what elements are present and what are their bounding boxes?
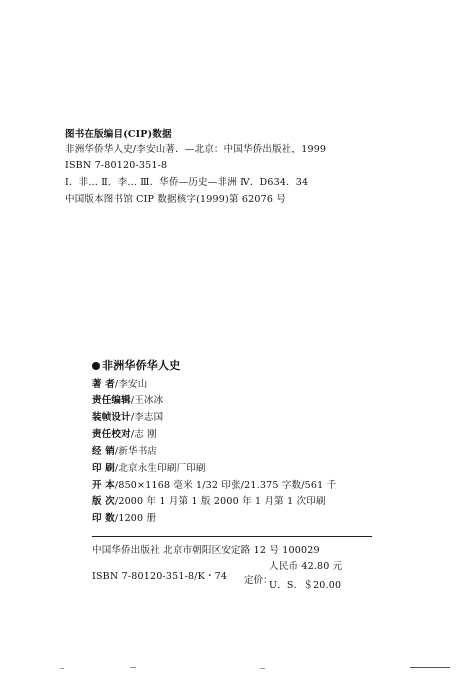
colophon-label: 开 本 xyxy=(92,480,115,491)
colophon-row xyxy=(92,395,163,407)
colophon-row xyxy=(92,496,326,508)
price-rmb: 人民币 42.80 元 xyxy=(269,561,343,572)
colophon-value: /李安山 xyxy=(114,379,148,390)
colophon-label: 版 次 xyxy=(92,496,115,507)
scan-speck xyxy=(260,668,265,669)
colophon-row xyxy=(92,513,156,525)
cip-heading: 图书在版编目(CIP)数据 xyxy=(65,129,172,140)
colophon-row xyxy=(92,429,157,441)
publisher-isbn: ISBN 7-80120-351-8/K・74 xyxy=(92,571,228,582)
colophon-row xyxy=(92,480,336,492)
cip-line-title: 非洲华侨华人史/李安山著．—北京：中国华侨出版社，1999 xyxy=(65,144,327,155)
book-title xyxy=(92,360,180,372)
colophon-value: /李志国 xyxy=(130,412,164,423)
cip-line-record: 中国版本图书馆 CIP 数据核字(1999)第 62076 号 xyxy=(65,194,287,205)
colophon-value: /志 刚 xyxy=(130,429,157,440)
book-title-text: 非洲华侨华人史 xyxy=(102,359,181,372)
scan-speck xyxy=(410,667,450,668)
colophon-label: 著 者 xyxy=(92,379,115,390)
colophon-value: /北京永生印刷厂印刷 xyxy=(114,463,206,474)
scan-speck xyxy=(130,667,136,668)
colophon-label: 印 刷 xyxy=(92,463,115,474)
colophon-label: 责任校对 xyxy=(92,429,131,440)
cip-line-classification: Ⅰ．非… Ⅱ．李… Ⅲ．华侨—历史—非洲 Ⅳ．D634．34 xyxy=(65,177,309,188)
colophon-label: 责任编辑 xyxy=(92,395,131,406)
colophon-label: 印 数 xyxy=(92,513,115,524)
scan-speck xyxy=(60,668,64,669)
colophon-row xyxy=(92,412,163,424)
publisher-address: 中国华侨出版社 北京市朝阳区安定路 12 号 100029 xyxy=(92,545,320,556)
colophon-row xyxy=(92,446,157,458)
colophon-value: /王冰冰 xyxy=(130,395,164,406)
cip-line-isbn: ISBN 7-80120-351-8 xyxy=(65,160,168,171)
colophon-value: /1200 册 xyxy=(114,513,157,524)
divider-rule xyxy=(92,536,372,537)
colophon-value: /2000 年 1 月第 1 版 2000 年 1 月第 1 次印刷 xyxy=(114,496,326,507)
price-usd: U．S．＄20.00 xyxy=(269,580,342,591)
colophon-row xyxy=(92,379,147,391)
colophon-row xyxy=(92,463,206,475)
bullet-icon xyxy=(92,362,100,370)
colophon-label: 装帧设计 xyxy=(92,412,131,423)
colophon-value: /新华书店 xyxy=(114,446,158,457)
colophon-label: 经 销 xyxy=(92,446,115,457)
price-label: 定价： xyxy=(244,575,273,586)
colophon-value: /850×1168 毫米 1/32 印张/21.375 字数/561 千 xyxy=(114,480,337,491)
